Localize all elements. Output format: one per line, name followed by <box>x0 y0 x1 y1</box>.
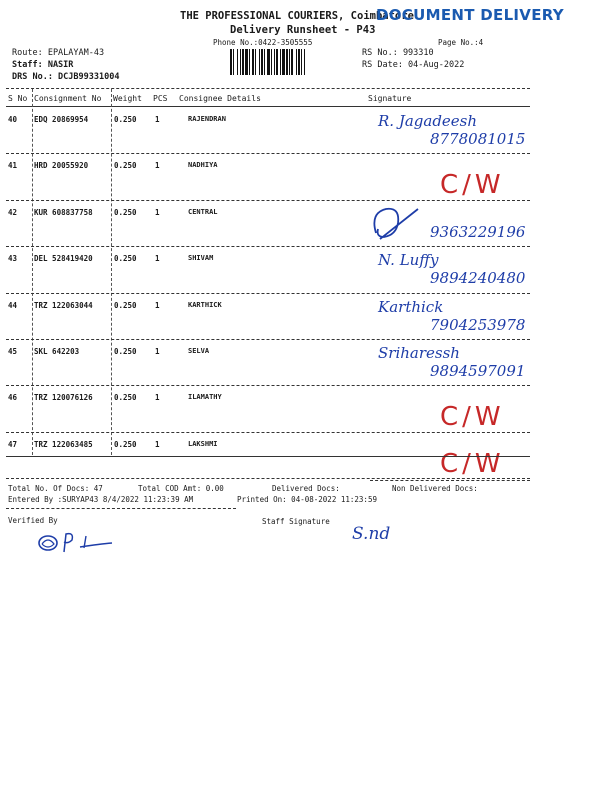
row-signature-phone: 9894240480 <box>430 269 526 288</box>
header-bottom-rule <box>6 106 530 107</box>
col-consignment: Consignment No <box>34 94 102 103</box>
row-separator <box>6 385 530 386</box>
header-top-rule <box>6 88 530 89</box>
row-consignee: RAJENDRAN <box>188 115 226 123</box>
row-sno: 46 <box>8 393 18 403</box>
row-consignment-no: KUR 608837758 <box>34 207 93 217</box>
row-signature-name: Karthick <box>378 297 444 316</box>
row-weight: 0.250 <box>114 115 137 124</box>
col-divider <box>32 89 33 455</box>
row-consignment-no: DEL 528419420 <box>34 254 93 264</box>
route: Route: EPALAYAM-43 <box>12 48 105 58</box>
row-consignee: KARTHICK <box>188 300 222 309</box>
row-signature-cw: C/W <box>440 448 505 479</box>
row-weight: 0.250 <box>114 393 137 403</box>
row-consignment-no: TRZ 122063485 <box>34 439 93 449</box>
row-separator <box>6 293 530 294</box>
row-consignment-no: EDQ 20869954 <box>34 115 89 124</box>
row-consignee: SHIVAM <box>188 254 214 263</box>
row-pcs: 1 <box>155 115 160 124</box>
row-pcs: 1 <box>155 393 160 403</box>
col-pcs: PCS <box>153 94 168 103</box>
row-signature-phone: 7904253978 <box>430 315 526 334</box>
row-signature-phone: 9363229196 <box>430 222 526 241</box>
phone-number: Phone No.:0422-3505555 <box>213 38 313 47</box>
row-separator <box>6 432 530 433</box>
row-sno: 40 <box>8 115 18 124</box>
runsheet-subtitle: Delivery Runsheet - P43 <box>230 24 376 36</box>
row-signature-scribble <box>366 203 426 247</box>
row-signature-name: Sriharessh <box>378 344 460 362</box>
row-consignment-no: TRZ 122063044 <box>34 300 93 310</box>
row-consignee: NADHIYA <box>188 161 218 170</box>
entered-by: Entered By :SURYAP43 8/4/2022 11:23:39 AM <box>8 495 194 504</box>
rs-number: RS No.: 993310 <box>362 48 434 58</box>
row-sno: 47 <box>8 439 18 449</box>
total-cod: Total COD Amt: 0.00 <box>138 484 224 493</box>
drs-number: DRS No.: DCJB99331004 <box>12 72 120 82</box>
row-separator <box>6 339 530 340</box>
row-pcs: 1 <box>155 207 160 217</box>
row-consignment-no: HRD 20055920 <box>34 161 89 171</box>
row-sno: 42 <box>8 207 18 217</box>
row-signature-cw: C/W <box>440 402 505 433</box>
row-pcs: 1 <box>155 439 160 449</box>
staff-signature-mark: S.nd <box>352 524 391 544</box>
row-consignee: ILAMATHY <box>188 393 222 402</box>
row-weight: 0.250 <box>114 439 137 449</box>
document-delivery-stamp: DOCUMENT DELIVERY <box>376 6 564 24</box>
page-number: Page No.:4 <box>438 38 484 47</box>
rs-date: RS Date: 04-Aug-2022 <box>362 60 465 70</box>
row-consignment-no: TRZ 120076126 <box>34 393 93 403</box>
row-separator <box>6 200 530 201</box>
row-signature-cw: C/W <box>440 170 505 201</box>
row-weight: 0.250 <box>114 347 137 356</box>
footer-top-rule <box>6 456 530 457</box>
row-pcs: 1 <box>155 254 160 264</box>
verifier-signature <box>34 526 124 556</box>
barcode-icon <box>230 49 348 75</box>
col-sno: S No <box>8 94 28 103</box>
footer-rule-right <box>370 480 530 481</box>
row-weight: 0.250 <box>114 254 137 264</box>
row-pcs: 1 <box>155 300 160 310</box>
row-consignee: LAKSHMI <box>188 439 218 448</box>
row-signature-name: N. Luffy <box>378 251 439 270</box>
staff-signature-label: Staff Signature <box>262 517 330 526</box>
row-weight: 0.250 <box>114 207 137 217</box>
row-weight: 0.250 <box>114 300 137 310</box>
total-docs: Total No. Of Docs: 47 <box>8 484 103 493</box>
row-consignee: SELVA <box>188 347 210 355</box>
row-sno: 41 <box>8 161 18 171</box>
printed-on: Printed On: 04-08-2022 11:23:59 <box>237 495 377 504</box>
row-sno: 43 <box>8 254 18 264</box>
row-sno: 45 <box>8 347 18 356</box>
row-signature-name: R. Jagadeesh <box>378 112 478 130</box>
non-delivered-docs: Non Delivered Docs: <box>392 484 478 493</box>
row-sno: 44 <box>8 300 18 310</box>
staff: Staff: NASIR <box>12 60 74 70</box>
col-weight: Weight <box>113 94 142 103</box>
row-pcs: 1 <box>155 347 160 356</box>
col-consignee: Consignee Details <box>179 94 261 103</box>
row-weight: 0.250 <box>114 161 137 171</box>
row-signature-phone: 8778081015 <box>430 130 526 148</box>
verified-by-label: Verified By <box>8 516 58 525</box>
col-signature: Signature <box>368 94 412 103</box>
col-divider <box>111 89 112 455</box>
company-title: THE PROFESSIONAL COURIERS, Coimbatore <box>180 10 414 22</box>
delivered-docs: Delivered Docs: <box>272 484 340 493</box>
row-signature-phone: 9894597091 <box>430 362 526 380</box>
row-separator <box>6 246 530 247</box>
footer-bottom-rule <box>6 508 236 509</box>
row-separator <box>6 153 530 154</box>
row-consignee: CENTRAL <box>188 207 218 216</box>
row-consignment-no: SKL 642203 <box>34 347 80 356</box>
row-pcs: 1 <box>155 161 160 171</box>
